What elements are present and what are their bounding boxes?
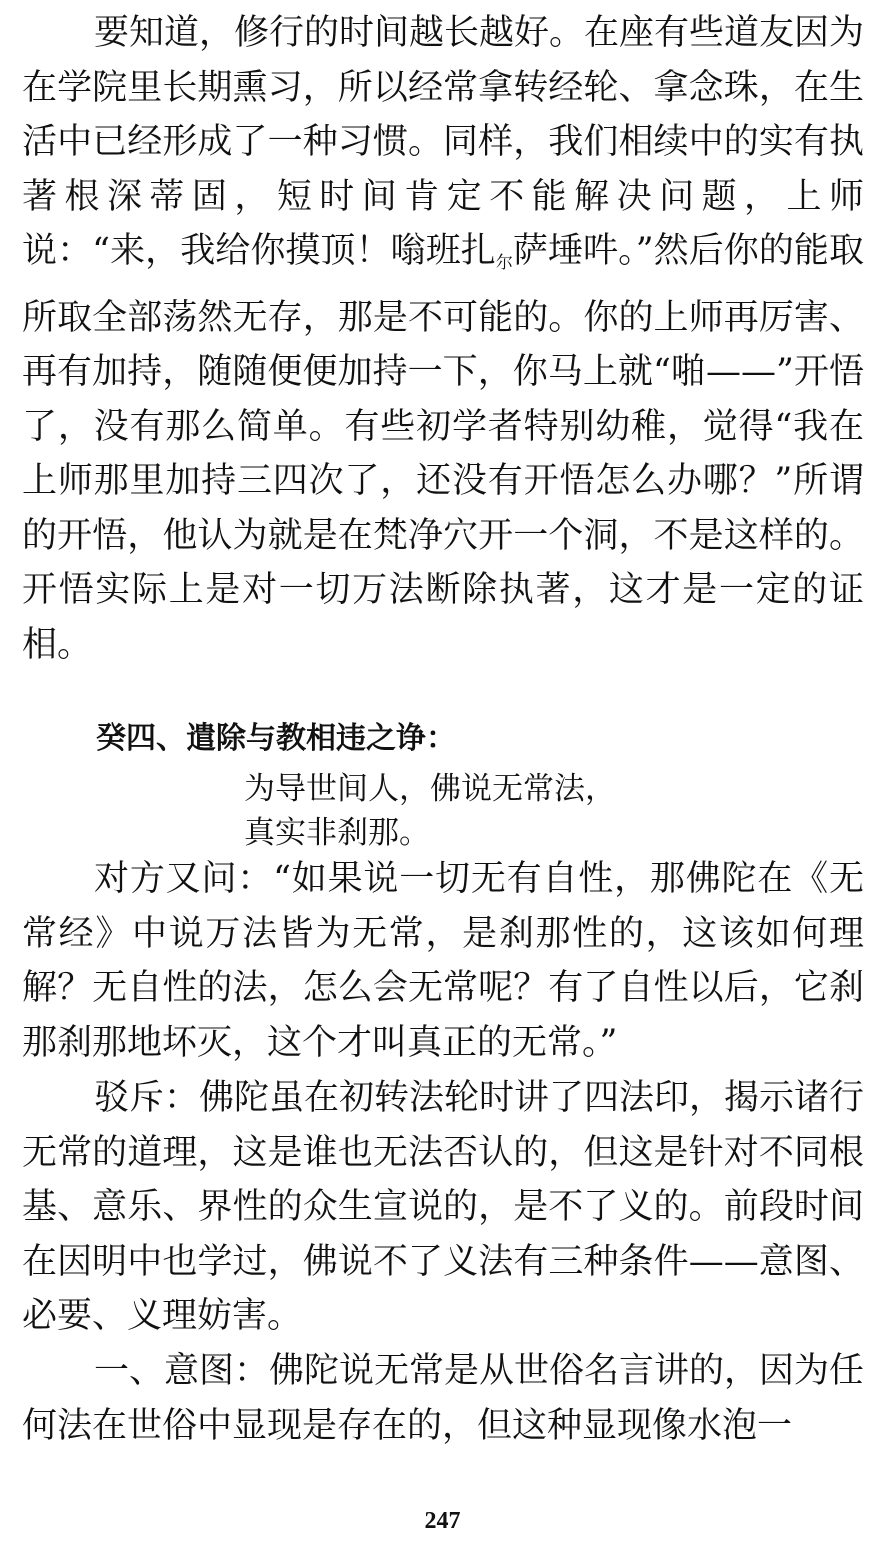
paragraph-practice-time	[22, 6, 864, 672]
mantra-subscript: 尔	[495, 253, 513, 273]
page-number: 247	[424, 1508, 461, 1534]
verse-line-2: 真实非刹那。	[244, 815, 430, 851]
verse-line-1: 为导世间人，佛说无常法，	[244, 771, 616, 807]
section-heading: 癸四、遣除与教相违之诤：	[96, 721, 456, 756]
paragraph-intention: 一、意图：佛陀说无常是从世俗名言讲的，因为任何法在世俗中显现是存在的，但这种显现像水泡一	[22, 1351, 865, 1446]
paragraph-opponent-question: 对方又问：“如果说一切无有自性，那佛陀在《无常经》中说万法皆为无常，是刹那性的，这该如何理解？无自性的法，怎么会无常呢？有了自性以后，它刹那刹那地坏灭，这个才叫真正的无常。”	[22, 859, 864, 1063]
paragraph-text: 萨埵吽。”然后你的能取所取全部荡然无存，那是不可能的。你的上师再厉害、再有加持，随随便便加持一下，你马上就“啪——”开悟了，没有那么简单。有些初学者特别幼稚，觉得“我在上师那里加持三四次了，还没有开悟怎么办哪？”所谓的开悟，他认为就是在梵净穴开一个洞，不是这样的。开悟实际上是对一切万法断除执著，这才是一定的证相。	[22, 231, 864, 665]
paragraph-refutation: 驳斥：佛陀虽在初转法轮时讲了四法印，揭示诸行无常的道理，这是谁也无法否认的，但这是针对不同根基、意乐、界性的众生宣说的，是不了义的。前段时间在因明中也学过，佛说不了义法有三种条件——意图、必要、义理妨害。	[22, 1078, 865, 1336]
paragraph-text: 要知道，修行的时间越长越好。在座有些道友因为在学院里长期熏习，所以经常拿转经轮、拿念珠，在生活中已经形成了一种习惯。同样，我们相续中的实有执著根深蒂固，短时间肯定不能解决问题，上师说：“来，我给你摸顶！嗡班扎	[22, 13, 865, 271]
